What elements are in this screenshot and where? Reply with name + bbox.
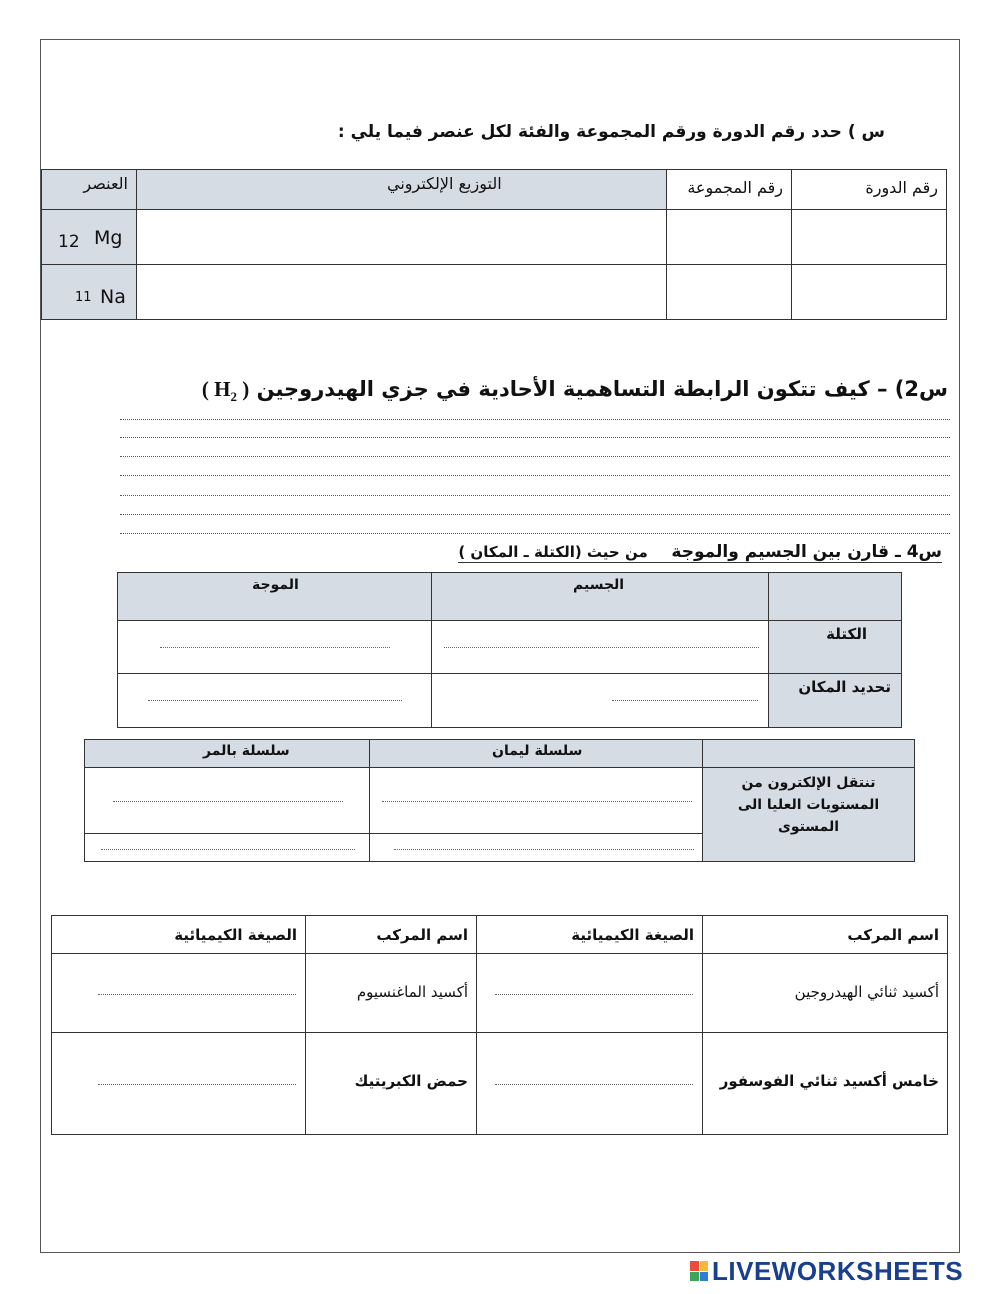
header-lyman: سلسلة ليمان [370, 740, 703, 768]
compound-name-water: أكسيد ثنائي الهيدروجين [703, 954, 948, 1033]
lyman-input-2[interactable] [370, 834, 703, 862]
header-formula-left: الصيغة الكيميائية [52, 916, 306, 954]
logo-icon [690, 1261, 708, 1281]
header-empty-series [703, 740, 915, 768]
wave-location-input[interactable] [118, 674, 432, 728]
row-location: تحديد المكان [769, 674, 902, 728]
lyman-input-1[interactable] [370, 768, 703, 834]
header-period: رقم الدورة [792, 170, 947, 210]
wave-mass-input[interactable] [118, 621, 432, 674]
answer-line-4[interactable] [120, 475, 950, 476]
header-name-right: اسم المركب [703, 916, 948, 954]
header-name-left: اسم المركب [306, 916, 477, 954]
brand-text: LIVEWORKSHEETS [712, 1255, 964, 1286]
compounds-table [51, 915, 948, 1135]
na-config-input[interactable] [137, 265, 667, 320]
header-config: التوزيع الإلكتروني [137, 170, 667, 210]
answer-line-3[interactable] [120, 456, 950, 457]
liveworksheets-logo [690, 1255, 964, 1286]
element-table [41, 169, 947, 320]
balmer-input-2[interactable] [85, 834, 370, 862]
compound-name-sulfuric: حمض الكبريتيك [306, 1033, 477, 1135]
answer-line-6[interactable] [120, 514, 950, 515]
na-group-input[interactable] [667, 265, 792, 320]
compound-name-mgo: أكسيد الماغنسيوم [306, 954, 477, 1033]
balmer-input-1[interactable] [85, 768, 370, 834]
compound-name-p2o5: خامس أكسيد ثنائي الفوسفور [703, 1033, 948, 1135]
particle-mass-input[interactable] [432, 621, 769, 674]
answer-line-5[interactable] [120, 495, 950, 496]
p2o5-formula-input[interactable] [477, 1033, 703, 1135]
element-mg: 12 Mg [42, 210, 137, 265]
question-4-title: س4 ـ قارن بين الجسيم والموجة من حيث (الكتلة ـ المكان ) [458, 542, 942, 562]
sulfuric-acid-formula-input[interactable] [52, 1033, 306, 1135]
header-wave: الموجة [118, 573, 432, 621]
series-table [84, 739, 915, 862]
particle-location-input[interactable] [432, 674, 769, 728]
answer-line-7[interactable] [120, 533, 950, 534]
na-period-input[interactable] [792, 265, 947, 320]
header-element: العنصر [42, 170, 137, 210]
header-formula-right: الصيغة الكيميائية [477, 916, 703, 954]
answer-line-2[interactable] [120, 437, 950, 438]
question-1-title: س ) حدد رقم الدورة ورقم المجموعة والفئة لكل عنصر فيما يلي : [337, 122, 885, 142]
magnesium-oxide-formula-input[interactable] [52, 954, 306, 1033]
header-group: رقم المجموعة [667, 170, 792, 210]
header-empty [769, 573, 902, 621]
header-balmer: سلسلة بالمر [85, 740, 370, 768]
particle-wave-table [117, 572, 902, 728]
mg-group-input[interactable] [667, 210, 792, 265]
question-2-title: س2) – كيف تتكون الرابطة التساهمية الأحادية في جزي الهيدروجين ( $H_2$ ) [201, 377, 948, 405]
answer-line-1[interactable] [120, 419, 950, 420]
row-mass: الكتلة [769, 621, 902, 674]
series-label: تنتقل الإلكترون من المستويات العليا الى المستوى [703, 768, 915, 862]
water-formula-input[interactable] [477, 954, 703, 1033]
element-na: 11 Na [42, 265, 137, 320]
mg-config-input[interactable] [137, 210, 667, 265]
mg-period-input[interactable] [792, 210, 947, 265]
header-particle: الجسيم [432, 573, 769, 621]
